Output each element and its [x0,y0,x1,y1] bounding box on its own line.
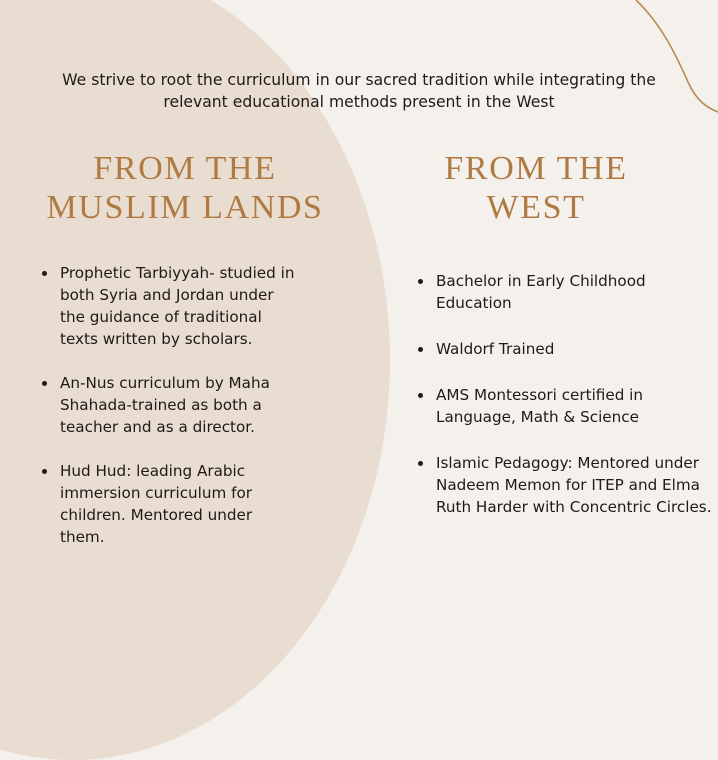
list-item: An-Nus curriculum by Maha Shahada-trained as both a teacher and as a director. [42,372,297,438]
heading-west-line-1: FROM THE [444,150,628,187]
list-item: AMS Montessori certified in Language, Math & Science [418,384,716,428]
heading-west [386,149,686,227]
west-list [418,270,716,542]
list-item: Prophetic Tarbiyyah- studied in both Syria and Jordan under the guidance of traditional texts written by scholars. [42,262,297,350]
intro-line-1: We strive to root the curriculum in our sacred tradition while integrating the [62,71,656,89]
list-item: Islamic Pedagogy: Mentored under Nadeem Memon for ITEP and Elma Ruth Harder with Concentric Circles. [418,452,716,518]
list-item: Hud Hud: leading Arabic immersion curriculum for children. Mentored under them. [42,460,297,548]
heading-muslim-lands-line-1: FROM THE [93,150,277,187]
intro-line-2: relevant educational methods present in the West [163,93,555,111]
list-item: Waldorf Trained [418,338,716,360]
muslim-lands-list [42,262,297,570]
heading-west-line-2: WEST [486,189,586,226]
heading-muslim-lands-line-2: MUSLIM LANDS [46,189,324,226]
intro-text [20,69,698,113]
heading-muslim-lands [35,149,335,227]
list-item: Bachelor in Early Childhood Education [418,270,716,314]
